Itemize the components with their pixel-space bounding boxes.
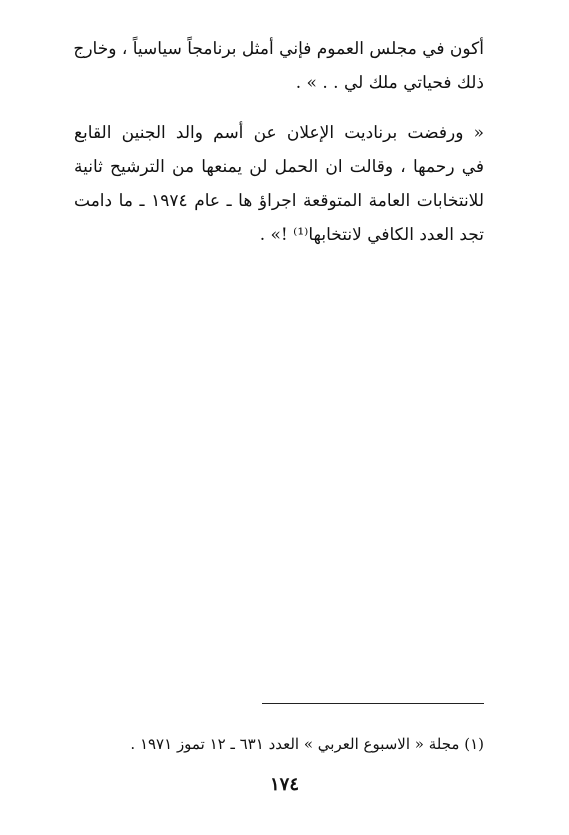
- paragraph-quote: [74, 116, 484, 252]
- footnote: (١) مجلة « الاسبوع العربي » العدد ٦٣١ ـ ١٢ تموز ١٩٧١ .: [130, 735, 484, 753]
- text-line: ذلك فحياتي ملك لي . . » .: [295, 73, 484, 93]
- text-line: في رحمها ، وقالت ان الحمل لن يمنعها من الترشيح ثانية: [74, 157, 484, 177]
- footnote-divider: [262, 703, 484, 704]
- text-line: للانتخابات العامة المتوقعة اجراؤ ها ـ عام ١٩٧٤ ـ ما دامت: [74, 191, 485, 211]
- text-line: تجد العدد الكافي لانتخابها⁽¹⁾ !» .: [259, 225, 484, 245]
- page-number: ١٧٤: [269, 774, 299, 795]
- text-line: أكون في مجلس العموم فإني أمثل برنامجاً سياسياً ، وخارج: [73, 39, 484, 59]
- text-line: « ورفضت برناديت الإعلان عن أسم والد الجنين القابع: [74, 123, 484, 143]
- paragraph-continuation: [74, 32, 484, 100]
